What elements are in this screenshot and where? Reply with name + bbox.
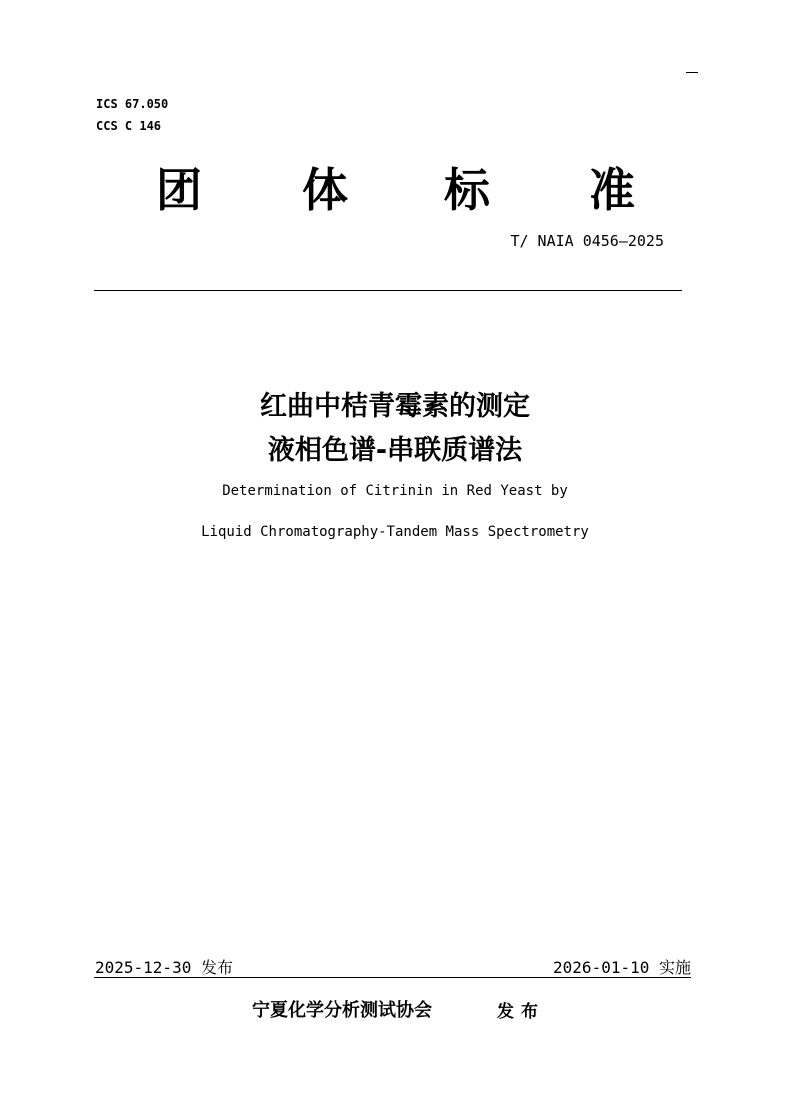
publisher-name: 宁夏化学分析测试协会 <box>252 1000 432 1021</box>
standard-type-char-3: 标 <box>444 163 490 217</box>
header-divider <box>94 290 682 291</box>
issue-date: 2025-12-30 发布 <box>95 958 233 977</box>
footer-divider <box>94 977 691 978</box>
standard-type-char-1: 团 <box>156 163 202 217</box>
standard-type-char-2: 体 <box>302 163 348 217</box>
ccs-code: CCS C 146 <box>96 119 162 133</box>
publish-action: 发布 <box>497 1002 545 1022</box>
title-cn-line-2: 液相色谱-串联质谱法 <box>267 435 523 466</box>
title-en-line-1: Determination of Citrinin in Red Yeast by <box>222 483 568 499</box>
top-right-dash <box>686 72 698 73</box>
title-cn-line-1: 红曲中桔青霉素的测定 <box>260 391 530 422</box>
standard-number: T/ NAIA 0456—2025 <box>510 232 664 250</box>
standard-type-char-4: 准 <box>589 163 635 217</box>
ics-code: ICS 67.050 <box>96 97 169 111</box>
title-en-line-2: Liquid Chromatography-Tandem Mass Spectrometry <box>201 524 589 540</box>
implementation-date: 2026-01-10 实施 <box>553 958 691 977</box>
